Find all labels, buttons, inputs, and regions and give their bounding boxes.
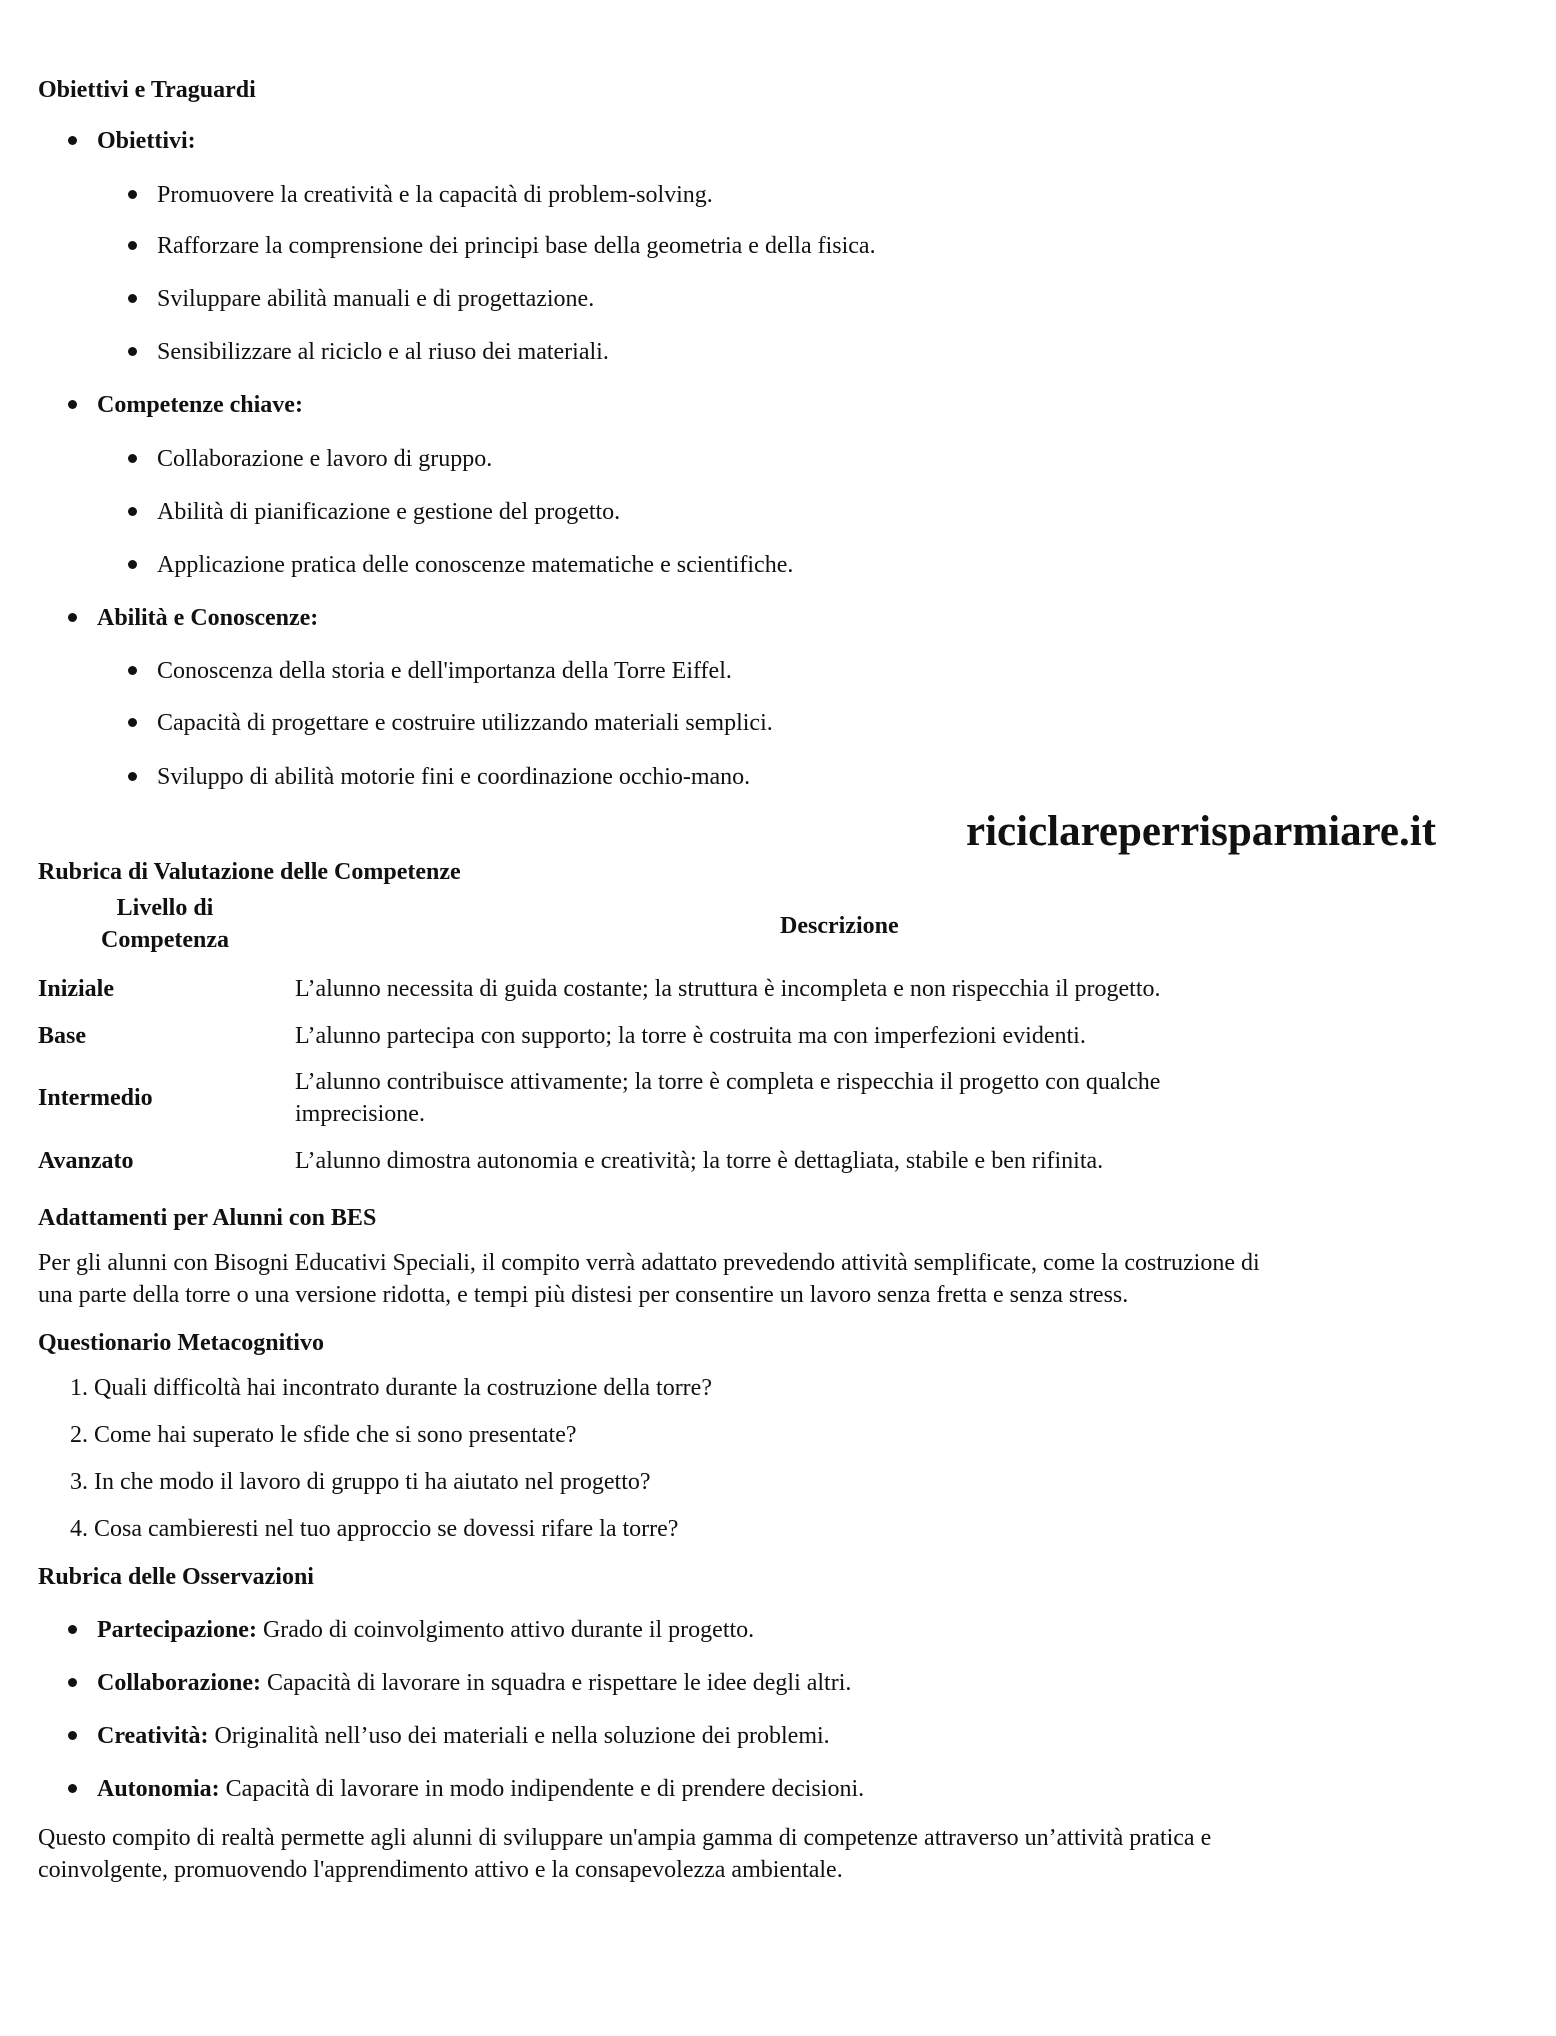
table-cell-description: L’alunno necessita di guida costante; la struttura è incompleta e non rispecchia il progetto. bbox=[295, 976, 1161, 1002]
list-item: Promuovere la creatività e la capacità di problem-solving. bbox=[128, 179, 713, 211]
list-item: Collaborazione e lavoro di gruppo. bbox=[128, 443, 492, 475]
bullet-icon bbox=[128, 560, 137, 569]
section-title-objectives: Obiettivi e Traguardi bbox=[38, 77, 256, 103]
bullet-icon bbox=[128, 772, 137, 781]
watermark: riciclareperrisparmiare.it bbox=[966, 808, 1437, 855]
section-title-observations: Rubrica delle Osservazioni bbox=[38, 1564, 314, 1590]
bullet-icon bbox=[128, 666, 137, 675]
bullet-icon bbox=[128, 241, 137, 250]
table-cell-description: L’alunno partecipa con supporto; la torre è costruita ma con imperfezioni evidenti. bbox=[295, 1023, 1086, 1049]
list-item: Abilità di pianificazione e gestione del progetto. bbox=[128, 496, 620, 528]
list-item: Sviluppo di abilità motorie fini e coordinazione occhio-mano. bbox=[128, 761, 750, 793]
bullet-icon bbox=[68, 400, 77, 409]
section-title-rubric: Rubrica di Valutazione delle Competenze bbox=[38, 859, 461, 885]
bullet-icon bbox=[68, 1678, 77, 1687]
table-header-description: Descrizione bbox=[780, 913, 899, 939]
table-cell-level: Intermedio bbox=[38, 1085, 153, 1111]
list-item: Rafforzare la comprensione dei principi base della geometria e della fisica. bbox=[128, 230, 876, 262]
section-title-bes: Adattamenti per Alunni con BES bbox=[38, 1205, 377, 1231]
bullet-icon bbox=[128, 507, 137, 516]
list-item: Collaborazione: Capacità di lavorare in squadra e rispettare le idee degli altri. bbox=[68, 1667, 851, 1699]
section-title-questionnaire: Questionario Metacognitivo bbox=[38, 1330, 324, 1356]
group-label-skills: Abilità e Conoscenze: bbox=[68, 602, 318, 634]
bullet-icon bbox=[128, 347, 137, 356]
table-cell-level: Avanzato bbox=[38, 1148, 134, 1174]
bullet-icon bbox=[68, 1625, 77, 1634]
group-label-objectives: Obiettivi: bbox=[68, 125, 196, 157]
table-cell-description: L’alunno dimostra autonomia e creatività; la torre è dettagliata, stabile e ben rifinita. bbox=[295, 1148, 1104, 1174]
list-item: Sviluppare abilità manuali e di progettazione. bbox=[128, 283, 594, 315]
list-item: Applicazione pratica delle conoscenze matematiche e scientifiche. bbox=[128, 549, 793, 581]
bullet-icon bbox=[128, 190, 137, 199]
table-header-level: Livello di Competenza bbox=[101, 895, 229, 953]
list-item: Creatività: Originalità nell’uso dei materiali e nella soluzione dei problemi. bbox=[68, 1720, 830, 1752]
bullet-icon bbox=[68, 1784, 77, 1793]
bullet-icon bbox=[128, 454, 137, 463]
list-item: 2. Come hai superato le sfide che si sono presentate? bbox=[70, 1422, 577, 1448]
table-cell-description: L’alunno contribuisce attivamente; la torre è completa e rispecchia il progetto con qualche imprecisione. bbox=[295, 1069, 1161, 1127]
bullet-icon bbox=[128, 294, 137, 303]
list-item: Autonomia: Capacità di lavorare in modo indipendente e di prendere decisioni. bbox=[68, 1773, 864, 1805]
list-item: 3. In che modo il lavoro di gruppo ti ha aiutato nel progetto? bbox=[70, 1469, 651, 1495]
group-label-key-competences: Competenze chiave: bbox=[68, 389, 303, 421]
table-cell-level: Iniziale bbox=[38, 976, 114, 1002]
list-item: Partecipazione: Grado di coinvolgimento attivo durante il progetto. bbox=[68, 1614, 754, 1646]
bullet-icon bbox=[68, 1731, 77, 1740]
list-item: Sensibilizzare al riciclo e al riuso dei materiali. bbox=[128, 336, 609, 368]
conclusion-paragraph: Questo compito di realtà permette agli alunni di sviluppare un'ampia gamma di competenze attraverso un’attività pratica e coinvolgente, promuovendo l'apprendimento attivo e la consapevolezza ambientale. bbox=[38, 1825, 1212, 1883]
bullet-icon bbox=[68, 136, 77, 145]
list-item: 1. Quali difficoltà hai incontrato durante la costruzione della torre? bbox=[70, 1375, 712, 1401]
list-item: Capacità di progettare e costruire utilizzando materiali semplici. bbox=[128, 707, 773, 739]
list-item: 4. Cosa cambieresti nel tuo approccio se dovessi rifare la torre? bbox=[70, 1516, 679, 1542]
table-cell-level: Base bbox=[38, 1023, 86, 1049]
list-item: Conoscenza della storia e dell'importanza della Torre Eiffel. bbox=[128, 655, 732, 687]
bullet-icon bbox=[68, 613, 77, 622]
bes-paragraph: Per gli alunni con Bisogni Educativi Speciali, il compito verrà adattato prevedendo attività semplificate, come la costruzione di una parte della torre o una versione ridotta, e tempi più distesi per consentire un lavoro senza fretta e senza stress. bbox=[38, 1250, 1260, 1308]
bullet-icon bbox=[128, 718, 137, 727]
